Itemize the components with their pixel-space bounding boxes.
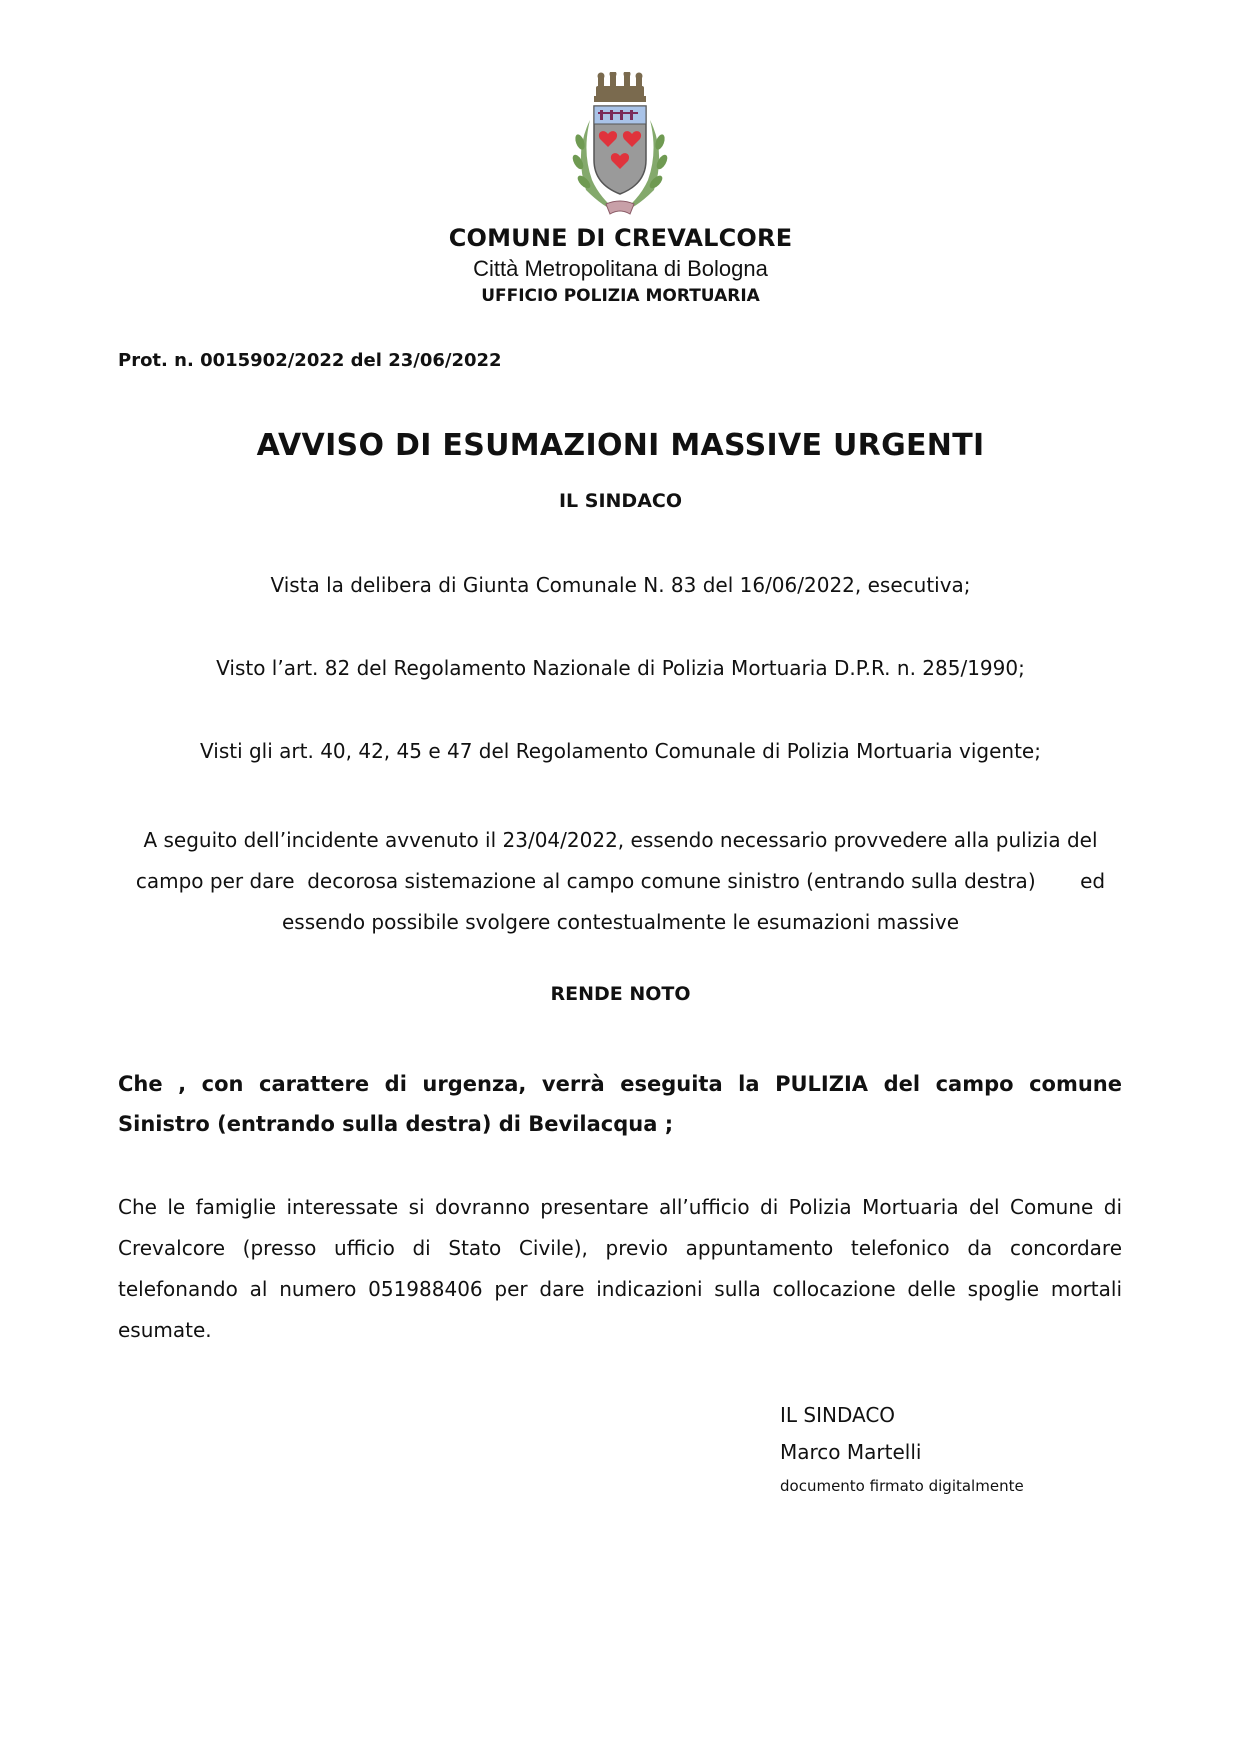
decision-cleaning: Che , con carattere di urgenza, verrà eseguita la PULIZIA del campo comune Sinistro (entrando sulla destra) di Bevilacqua ;	[118, 1072, 1122, 1136]
premise-incident-line: essendo possibile svolgere contestualmente le esumazioni massive	[282, 910, 959, 934]
issuer-heading: IL SINDACO	[558, 490, 683, 512]
metropolitan-city: Città Metropolitana di Bologna	[473, 256, 768, 281]
premise-incident-line: A seguito dell’incidente avvenuto il 23/04/2022, essendo necessario provvedere alla pulizia del	[143, 828, 1098, 852]
premise-municipal-regulation: Visti gli art. 40, 42, 45 e 47 del Regolamento Comunale di Polizia Mortuaria vigente;	[200, 739, 1041, 763]
premise-incident	[120, 820, 1121, 943]
protocol-number: Prot. n. 0015902/2022 del 23/06/2022	[118, 350, 502, 371]
municipality-name: COMUNE DI CREVALCORE	[448, 224, 793, 252]
rende-noto-heading: RENDE NOTO	[550, 983, 691, 1005]
decision-families: Che le famiglie interessate si dovranno presentare all’ufficio di Polizia Mortuaria del Comune di Crevalcore (presso ufficio di Stato Civile), previo appuntamento telefonico da concordare telefonando al numero 051988406 per dare indicazioni sulla collocazione delle spoglie mortali esumate.	[118, 1195, 1122, 1342]
notice-title: AVVISO DI ESUMAZIONI MASSIVE URGENTI	[256, 428, 985, 463]
premise-national-regulation: Visto l’art. 82 del Regolamento Nazionale di Polizia Mortuaria D.P.R. n. 285/1990;	[216, 656, 1025, 680]
signature-note: documento firmato digitalmente	[780, 1477, 1024, 1495]
municipal-crest-icon	[560, 72, 680, 220]
premise-deliberation: Vista la delibera di Giunta Comunale N. 83 del 16/06/2022, esecutiva;	[270, 573, 971, 597]
premise-incident-line: campo per dare decorosa sistemazione al campo comune sinistro (entrando sulla destra) ed	[135, 869, 1106, 893]
office-name: UFFICIO POLIZIA MORTUARIA	[481, 286, 760, 306]
signature-block	[780, 1397, 1024, 1501]
signature-title: IL SINDACO	[780, 1403, 896, 1427]
signature-name: Marco Martelli	[780, 1440, 922, 1464]
